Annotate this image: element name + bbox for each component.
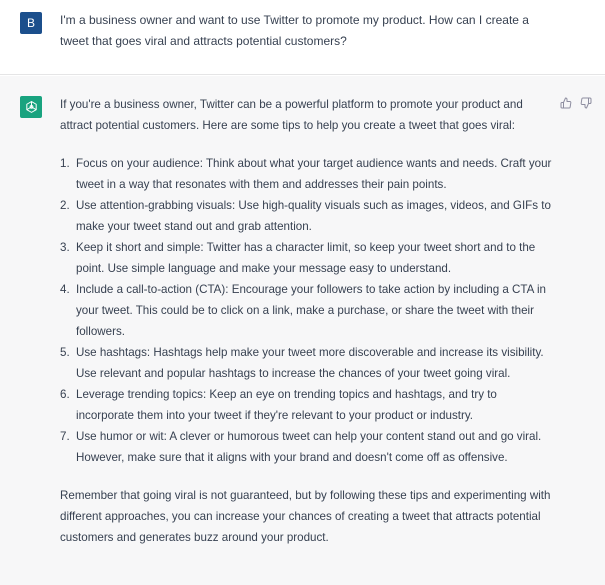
list-item-text: Focus on your audience: Think about what your target audience wants and needs. Craft your tweet in a way that resonates with them and addresses their pain points. (76, 157, 552, 191)
list-item-text: Keep it short and simple: Twitter has a character limit, so keep your tweet short and to the point. Use simple language and make your message easy to understand. (76, 241, 536, 275)
list-item-text: Use hashtags: Hashtags help make your tweet more discoverable and increase its visibility. Use relevant and popular hashtags to increase the chances of your tweet going viral. (76, 346, 544, 380)
assistant-message (0, 76, 605, 585)
list-item-number: 2. (60, 199, 70, 212)
user-message-text: I'm a business owner and want to use Twitter to promote my product. How can I create a tweet that goes viral and attracts potential customers? (60, 13, 529, 48)
list-item (60, 195, 555, 237)
assistant-intro: If you're a business owner, Twitter can be a powerful platform to promote your product and attract potential customers. Here are some tips to help you create a tweet that goes viral: (60, 98, 523, 132)
tips-list (60, 153, 555, 468)
list-item (60, 279, 555, 342)
list-item-number: 7. (60, 430, 70, 443)
list-item-text: Include a call-to-action (CTA): Encourage your followers to take action by including a CTA in your tweet. This could be to click on a link, make a purchase, or share the tweet with their followers. (76, 283, 546, 338)
list-item-text: Use humor or wit: A clever or humorous tweet can help your content stand out and go viral. However, make sure that it aligns with your brand and doesn't come off as offensive. (76, 430, 542, 464)
thumbs-up-icon[interactable] (560, 97, 572, 109)
openai-logo-icon (20, 96, 42, 118)
list-item-number: 5. (60, 346, 70, 359)
assistant-conclusion: Remember that going viral is not guaranteed, but by following these tips and experimenting with different approaches, you can increase your chances of creating a tweet that attracts potential customers and generates buzz around your product. (60, 489, 551, 544)
list-item (60, 342, 555, 384)
list-item-number: 6. (60, 388, 70, 401)
list-item (60, 426, 555, 468)
list-item (60, 384, 555, 426)
user-avatar: B (20, 12, 42, 34)
user-message (0, 0, 605, 75)
list-item-text: Leverage trending topics: Keep an eye on trending topics and hashtags, and try to incorporate them into your tweet if they're relevant to your product or industry. (76, 388, 497, 422)
thumbs-down-icon[interactable] (580, 97, 592, 109)
assistant-message-content (60, 94, 555, 548)
list-item (60, 237, 555, 279)
list-item (60, 153, 555, 195)
feedback-buttons (560, 97, 592, 109)
list-item-number: 4. (60, 283, 70, 296)
list-item-number: 1. (60, 157, 70, 170)
list-item-text: Use attention-grabbing visuals: Use high-quality visuals such as images, videos, and GIFs to make your tweet stand out and grab attention. (76, 199, 551, 233)
list-item-number: 3. (60, 241, 70, 254)
